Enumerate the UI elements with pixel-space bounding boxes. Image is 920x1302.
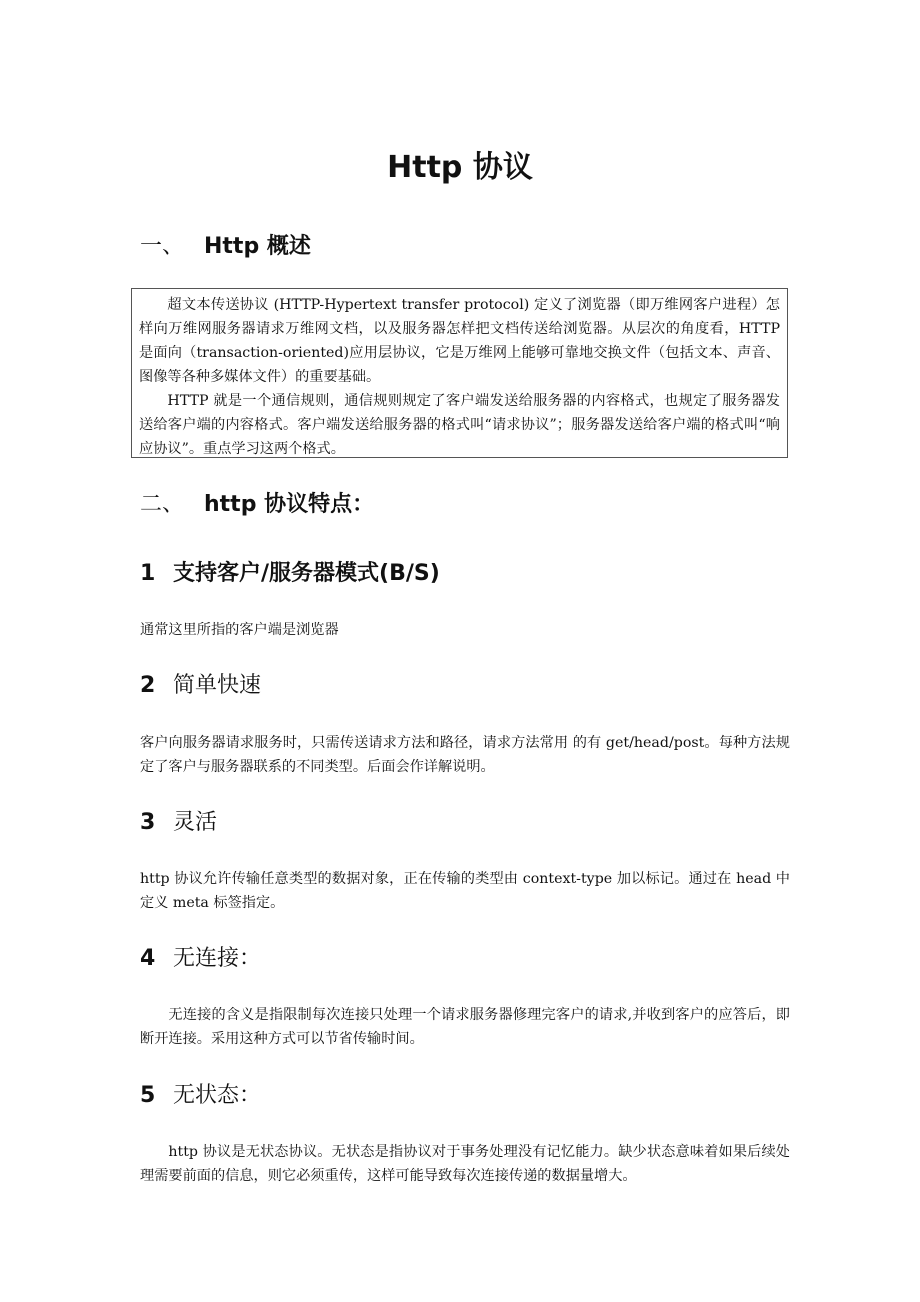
overview-paragraph-1: 超文本传送协议 (HTTP-Hypertext transfer protocol) 定义了浏览器（即万维网客户进程）怎样向万维网服务器请求万维网文档，以及服务器怎样把文档传送给浏览器。从层次的角度看，HTTP 是面向（transaction-oriented)应用层协议，它是万维网上能够可靠地交换文件（包括文本、声音、图像等各种多媒体文件）的重要基础。 [139,297,780,385]
feature-heading-2 [140,671,261,701]
feature-heading-text: 无连接： [173,946,262,971]
feature-text-1: 通常这里所指的客户端是浏览器 [140,622,339,638]
feature-heading-4 [140,944,261,974]
section-heading-overview [140,232,311,262]
feature-heading-text: 简单快速 [173,673,262,698]
feature-number: 4 [140,946,156,971]
section-number: 一、 [140,234,185,259]
document-title: Http 协议 [387,150,533,185]
overview-box [131,288,788,458]
section-number: 二、 [140,492,185,517]
feature-number: 2 [140,673,156,698]
feature-text-4: 无连接的含义是指限制每次连接只处理一个请求服务器修理完客户的请求,并收到客户的应答后，即断开连接。采用这种方式可以节省传输时间。 [140,1007,790,1047]
section-heading-text: http 协议特点： [204,492,375,517]
feature-heading-3 [140,808,217,838]
feature-heading-text: 灵活 [173,810,218,835]
feature-heading-text: 支持客户/服务器模式(B/S) [173,561,440,586]
feature-heading-text: 无状态： [173,1083,262,1108]
feature-text-5: http 协议是无状态协议。无状态是指协议对于事务处理没有记忆能力。缺少状态意味着如果后续处理需要前面的信息，则它必须重传，这样可能导致每次连接传递的数据量增大。 [140,1144,790,1184]
section-heading-features [140,490,374,520]
feature-text-3: http 协议允许传输任意类型的数据对象，正在传输的类型由 context-type 加以标记。通过在 head 中定义 meta 标签指定。 [140,871,790,911]
feature-number: 5 [140,1083,156,1108]
feature-text-2: 客户向服务器请求服务时，只需传送请求方法和路径，请求方法常用 的有 get/head/post。每种方法规定了客户与服务器联系的不同类型。后面会作详解说明。 [140,735,790,775]
section-heading-text: Http 概述 [204,234,311,259]
feature-heading-1 [140,559,440,589]
overview-paragraph-2: HTTP 就是一个通信规则，通信规则规定了客户端发送给服务器的内容格式，也规定了服务器发送给客户端的内容格式。客户端发送给服务器的格式叫“请求协议”；服务器发送给客户端的格式叫“响应协议”。重点学习这两个格式。 [139,393,780,457]
feature-heading-5 [140,1081,261,1111]
feature-number: 1 [140,561,156,586]
feature-number: 3 [140,810,156,835]
